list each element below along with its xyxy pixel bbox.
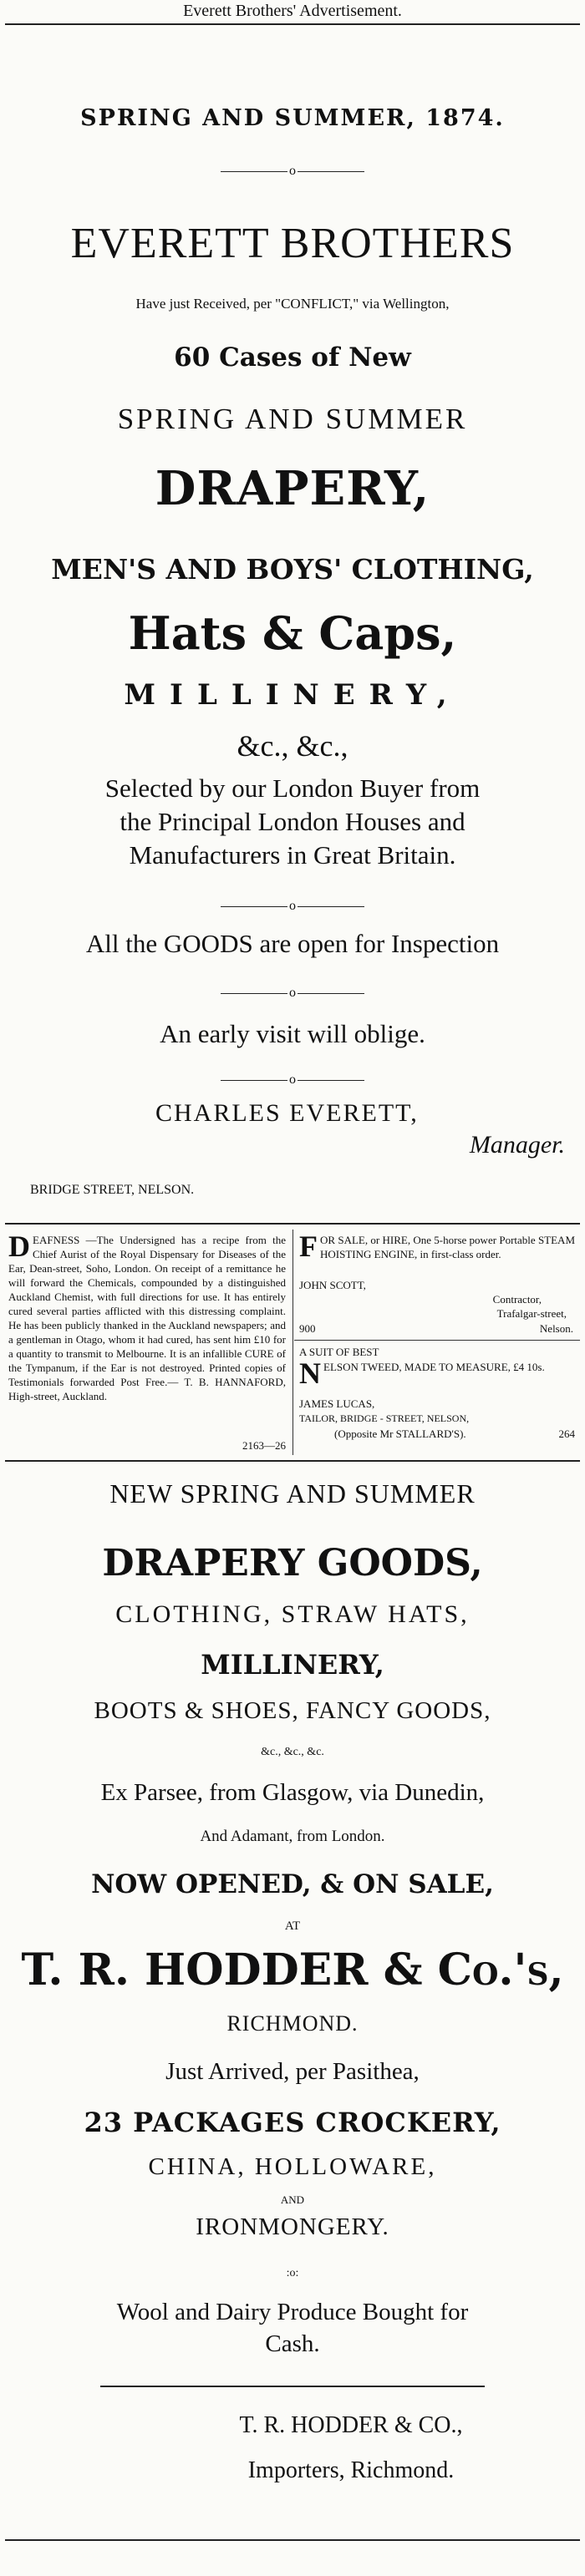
deafness-ref: 2163—26 [242,1439,286,1452]
ad2-line-4: MILLINERY, [201,1649,384,1681]
ad2-line-19: Cash. [265,2330,320,2357]
spring-line: SPRING AND SUMMER [117,403,468,435]
millinery-line: MILLINERY, [124,678,461,712]
drapery-line: DRAPERY, [155,461,430,516]
ad2-line-16: AND [280,2193,305,2206]
for-sale-town: Nelson. [539,1322,573,1335]
separator: o [0,986,585,1001]
column-divider [292,1230,293,1455]
section-rule [5,1460,580,1462]
ad-rule [294,1340,580,1341]
ad2-line-11: T. R. HODDER & Co.'s, [21,1945,564,1995]
separator: o [0,164,585,179]
received-line: Have just Received, per "CONFLICT," via Wellington, [135,296,450,312]
ad2-line-17: IRONMONGERY. [196,2213,389,2240]
for-sale-ref: 900 [299,1322,316,1335]
ad2-line-21: Importers, Richmond. [247,2457,455,2483]
suit-ad [299,1356,575,1390]
ad2-line-18: Wool and Dairy Produce Bought for [116,2299,469,2325]
firm-name: EVERETT BROTHERS [70,220,515,267]
manager-name: CHARLES EVERETT, [155,1099,419,1127]
for-sale-street: Trafalgar-street, [496,1307,567,1320]
clothing-line: MEN'S AND BOYS' CLOTHING, [51,553,534,586]
suit-address: TAILOR, BRIDGE - STREET, NELSON, [299,1412,470,1424]
drop-cap: N [299,1356,321,1390]
ad2-separator: :o: [286,2267,299,2279]
section-rule [5,1223,580,1225]
separator: o [0,899,585,914]
cases-line: 60 Cases of New [174,342,411,373]
header-rule [5,23,580,25]
ad2-line-7: Ex Parsee, from Glasgow, via Dunedin, [100,1779,485,1806]
ad2-line-2: DRAPERY GOODS, [102,1542,483,1585]
visit-line: An early visit will oblige. [160,1019,425,1048]
selected-line-1: Selected by our London Buyer from [104,773,481,803]
for-sale-role: Contractor, [492,1293,542,1306]
ad2-line-20: T. R. HODDER & CO., [239,2412,463,2438]
etc-line: &c., &c., [237,729,348,763]
suit-opposite: (Opposite Mr STALLARD'S). [334,1427,466,1440]
for-sale-text: OR SALE, or HIRE, One 5-horse power Portable STEAM HOISTING ENGINE, in first-class order. [320,1234,575,1260]
ad2-line-10: AT [284,1919,301,1933]
selected-line-2: the Principal London Houses and [120,807,465,836]
separator: o [0,1072,585,1088]
drop-cap: D [8,1230,30,1263]
drop-cap: F [299,1230,318,1263]
ad2-line-5: BOOTS & SHOES, FANCY GOODS, [94,1697,491,1724]
ad2-line-13: Just Arrived, per Pasithea, [165,2058,420,2085]
suit-name: JAMES LUCAS, [299,1397,375,1410]
ad2-line-12: RICHMOND. [226,2011,359,2036]
suit-heading: A SUIT OF BEST [299,1346,379,1358]
hats-line: Hats & Caps, [128,606,457,660]
ad2-line-14: 23 PACKAGES CROCKERY, [84,2107,501,2138]
season-heading: SPRING AND SUMMER, 1874. [80,105,505,131]
for-sale-name: JOHN SCOTT, [299,1279,366,1291]
ad2-line-8: And Adamant, from London. [200,1828,385,1845]
ad2-line-9: NOW OPENED, & ON SALE, [91,1869,494,1899]
ad2-line-3: CLOTHING, STRAW HATS, [115,1600,470,1628]
suit-text: ELSON TWEED, MADE TO MEASURE, £4 10s. [323,1361,545,1373]
suit-ref: 264 [558,1427,575,1440]
manager-title: Manager. [469,1131,565,1159]
address-line: BRIDGE STREET, NELSON. [30,1183,195,1197]
deafness-ad [8,1230,286,1403]
ad2-line-15: CHINA, HOLLOWARE, [148,2153,437,2180]
bottom-rule [5,2539,580,2541]
ad2-line-1: NEW SPRING AND SUMMER [109,1478,476,1509]
ad2-line-6: &c., &c., &c. [261,1746,324,1758]
selected-line-3: Manufacturers in Great Britain. [129,840,456,870]
ad2-rule [100,2386,485,2387]
page-header: Everett Brothers' Advertisement. [183,2,402,20]
goods-line: All the GOODS are open for Inspection [85,929,500,958]
for-sale-ad [299,1230,575,1263]
deafness-text: EAFNESS —The Undersigned has a recipe from the Chief Aurist of the Royal Dispensary for Diseases of the Ear, Dean-street, Soho, London. On receipt of a remittance he will forward the Chemicals, compounded by a distinguished Auckland Chemist, with full directions for use. It has entirely cured several parties afflicted with this distressing complaint. He has been publicly thanked in the Auckland newspapers; and a gentleman in Otago, whom it had cured, has sent him £10 for a quantity to transmit to Melbourne. It is an infallible CURE of the Tympanum, if the Ear is not destroyed. Printed copies of Testimonials forwarded Post Free.— T. B. HANNAFORD, High-street, Auckland. [8,1234,286,1402]
